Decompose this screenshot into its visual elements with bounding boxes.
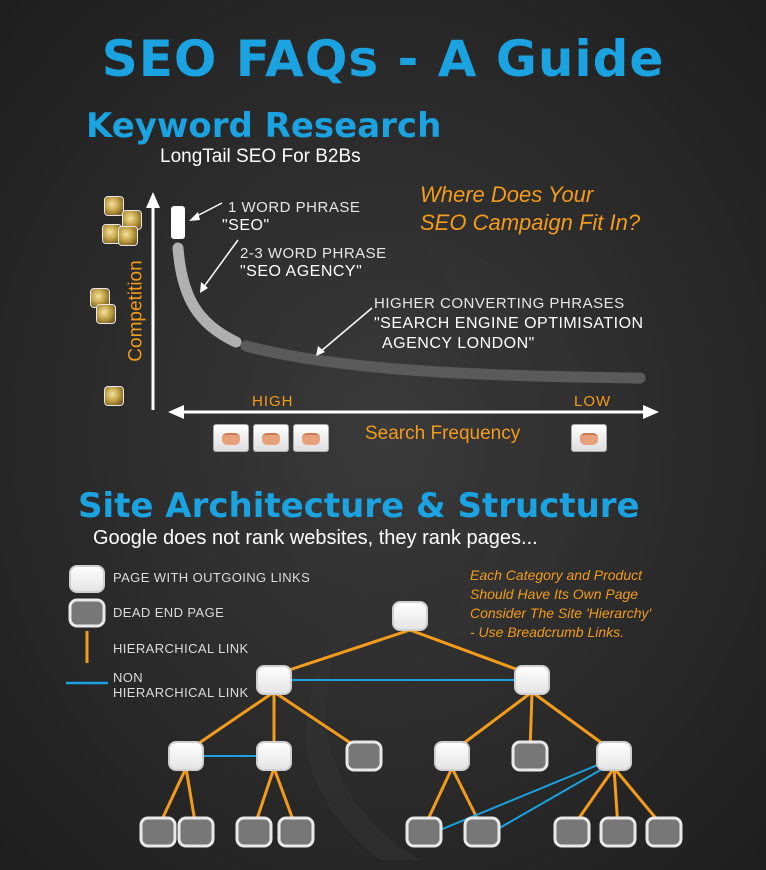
coin-icon	[104, 196, 124, 216]
tree-node-dead-end	[237, 818, 271, 846]
x-axis-arrow-left	[168, 405, 184, 419]
tree-node-dead-end	[513, 742, 547, 770]
y-axis-label: Competition	[125, 260, 147, 362]
curve-head-block	[171, 206, 185, 239]
coin-icon	[104, 386, 124, 406]
y-axis-arrow	[146, 192, 160, 208]
legend-non-hierarchical-line2: HIERARCHICAL LINK	[113, 685, 249, 700]
x-high-label: HIGH	[252, 393, 294, 410]
architecture-subheading: Google does not rank websites, they rank pages...	[93, 527, 538, 549]
phrase2-line1: 2-3 WORD PHRASE	[240, 245, 387, 262]
legend-non-hierarchical-line1: NON	[113, 670, 144, 685]
note-line-1: Each Category and Product	[470, 567, 642, 583]
legend-dead-end-label: DEAD END PAGE	[113, 605, 225, 620]
x-low-label: LOW	[574, 393, 612, 410]
note-line-4: - Use Breadcrumb Links.	[470, 624, 625, 640]
legend-hierarchical-label: HIERARCHICAL LINK	[113, 641, 249, 656]
tree-node	[435, 742, 469, 770]
legend-outgoing-label: PAGE WITH OUTGOING LINKS	[113, 570, 311, 585]
tree-node	[515, 666, 549, 694]
phrase3-line2: "SEARCH ENGINE OPTIMISATION	[374, 315, 644, 332]
phrase1-line2: "SEO"	[222, 217, 270, 234]
curve-segment-middle	[178, 248, 236, 342]
tree-node-dead-end	[601, 818, 635, 846]
callout-line-3	[320, 308, 372, 352]
tree-node-dead-end	[555, 818, 589, 846]
phrase3-line3: AGENCY LONDON"	[382, 335, 535, 352]
tree-node-dead-end	[141, 818, 175, 846]
question-line-2: SEO Campaign Fit In?	[420, 210, 641, 235]
coin-icon	[118, 226, 138, 246]
note-line-2: Should Have Its Own Page	[470, 586, 639, 602]
tree-node-dead-end	[179, 818, 213, 846]
page-title: SEO FAQs - A Guide	[101, 30, 665, 88]
legend-dead-end-box	[70, 600, 104, 626]
tree-node-dead-end	[347, 742, 381, 770]
tree-node	[257, 666, 291, 694]
site-tree-diagram	[0, 540, 766, 870]
tree-node-root	[393, 602, 427, 630]
hand-icon	[213, 424, 249, 452]
tree-node-dead-end	[465, 818, 499, 846]
hierarchical-links	[158, 630, 664, 828]
tree-node	[169, 742, 203, 770]
hand-icon	[293, 424, 329, 452]
keyword-research-subheading: LongTail SEO For B2Bs	[160, 146, 361, 167]
x-axis-label: Search Frequency	[365, 423, 521, 444]
tree-node	[597, 742, 631, 770]
tree-node-dead-end	[279, 818, 313, 846]
tree-node-dead-end	[647, 818, 681, 846]
callout-line-2	[203, 240, 238, 288]
legend-outgoing-box	[70, 566, 104, 592]
hand-icon	[253, 424, 289, 452]
note-line-3: Consider The Site 'Hierarchy'	[470, 605, 652, 621]
phrase1-line1: 1 WORD PHRASE	[228, 199, 361, 216]
x-axis-arrow-right	[643, 405, 659, 419]
tree-node	[257, 742, 291, 770]
coin-icon	[96, 304, 116, 324]
question-line-1: Where Does Your	[420, 182, 594, 207]
keyword-research-heading: Keyword Research	[86, 106, 442, 146]
architecture-heading: Site Architecture & Structure	[78, 486, 640, 526]
phrase2-line2: "SEO AGENCY"	[240, 263, 363, 280]
tree-node-dead-end	[407, 818, 441, 846]
hand-icon	[571, 424, 607, 452]
phrase3-line1: HIGHER CONVERTING PHRASES	[374, 295, 625, 312]
